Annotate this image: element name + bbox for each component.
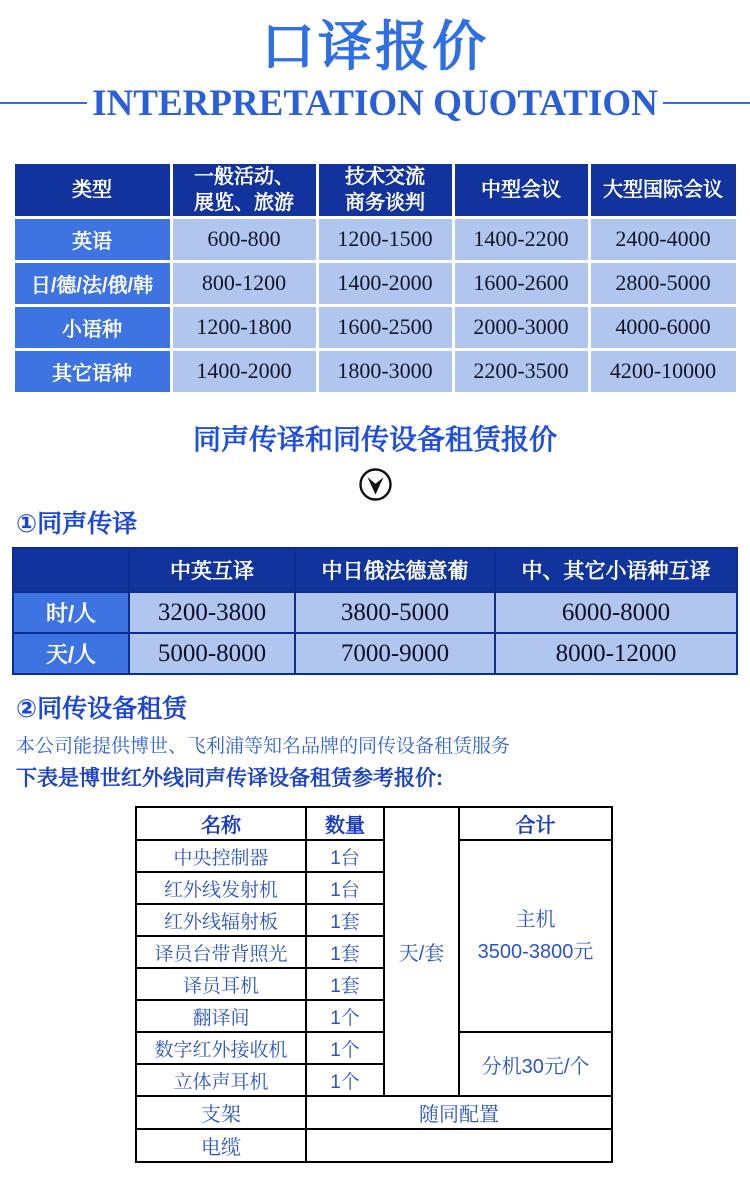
footer-value-cell: 随同配置 <box>306 1096 612 1129</box>
header-cell: 合计 <box>459 807 612 840</box>
price-cell: 1400-2200 <box>453 217 589 261</box>
table-row <box>136 1032 612 1064</box>
row-label-cell: 时/人 <box>13 592 129 633</box>
header-label: 类型 <box>72 178 112 201</box>
section-label-simultaneous: ①同声传译 <box>16 509 138 538</box>
header-cell: 中日俄法德意葡 <box>295 548 495 592</box>
item-qty-cell: 1套 <box>306 968 384 1000</box>
header-label: 商务谈判 <box>345 191 425 214</box>
price-cell: 1800-3000 <box>317 349 453 393</box>
equipment-rental-table <box>135 806 613 1163</box>
price-cell: 1600-2500 <box>317 305 453 349</box>
header-cell <box>589 162 737 217</box>
equipment-table-caption: 下表是博世红外线同声传译设备租赁参考报价: <box>16 767 443 791</box>
table-row <box>136 840 612 872</box>
price-cell: 4200-10000 <box>589 349 737 393</box>
header-cell <box>13 162 171 217</box>
item-name-cell: 支架 <box>136 1096 306 1129</box>
item-qty-cell: 1个 <box>306 1000 384 1032</box>
price-cell: 1200-1500 <box>317 217 453 261</box>
table-header-row <box>136 807 612 840</box>
header-cell: 中英互译 <box>129 548 295 592</box>
total-main-line1: 主机 <box>515 909 556 932</box>
page-subtitle: INTERPRETATION QUOTATION <box>92 82 658 124</box>
price-cell: 1400-2000 <box>171 349 317 393</box>
table-row <box>136 1129 612 1162</box>
row-label-cell: 天/人 <box>13 633 129 674</box>
price-cell: 3800-5000 <box>295 592 495 633</box>
section-label-equipment: ②同传设备租赁 <box>16 695 188 723</box>
header-cell <box>317 162 453 217</box>
footer-value-cell <box>306 1129 612 1162</box>
arrow-row <box>0 466 750 504</box>
item-name-cell: 译员台带背照光 <box>136 936 306 968</box>
equipment-description: 本公司能提供博世、飞利浦等知名品牌的同传设备租赁服务 <box>16 735 511 757</box>
item-qty-cell: 1台 <box>306 840 384 872</box>
simultaneous-price-table <box>12 547 738 675</box>
price-cell: 6000-8000 <box>495 592 737 633</box>
row-label-cell: 其它语种 <box>13 349 171 393</box>
header-label: 大型国际会议 <box>603 178 723 201</box>
table-row <box>13 592 737 633</box>
item-name-cell: 中央控制器 <box>136 840 306 872</box>
price-cell: 5000-8000 <box>129 633 295 674</box>
subtitle-rule-left <box>0 102 87 104</box>
table-header-row <box>13 162 737 217</box>
item-qty-cell: 1个 <box>306 1064 384 1096</box>
item-name-cell: 红外线辐射板 <box>136 904 306 936</box>
price-cell: 7000-9000 <box>295 633 495 674</box>
item-name-cell: 立体声耳机 <box>136 1064 306 1096</box>
item-name-cell: 红外线发射机 <box>136 872 306 904</box>
item-qty-cell: 1个 <box>306 1032 384 1064</box>
table-row <box>13 633 737 674</box>
table-header-row <box>13 548 737 592</box>
subtitle-rule-right <box>663 102 750 104</box>
header-label: 中型会议 <box>481 178 561 201</box>
total-sub-cell: 分机30元/个 <box>459 1032 612 1096</box>
row-label-cell: 日/德/法/俄/韩 <box>13 261 171 305</box>
price-cell: 4000-6000 <box>589 305 737 349</box>
header-cell: 数量 <box>306 807 384 840</box>
table-row <box>13 349 737 393</box>
header-cell <box>171 162 317 217</box>
item-qty-cell: 1套 <box>306 936 384 968</box>
page-title: 口译报价 <box>261 17 489 77</box>
subtitle-row <box>0 82 750 125</box>
price-cell: 600-800 <box>171 217 317 261</box>
corner-cell <box>13 548 129 592</box>
price-cell: 2800-5000 <box>589 261 737 305</box>
table-row <box>13 305 737 349</box>
price-cell: 1600-2600 <box>453 261 589 305</box>
header-cell: 名称 <box>136 807 306 840</box>
header-cell: 中、其它小语种互译 <box>495 548 737 592</box>
header-label: 一般活动、 <box>194 165 294 188</box>
price-cell: 2200-3500 <box>453 349 589 393</box>
total-main-cell <box>459 840 612 1032</box>
header-label: 展览、旅游 <box>194 191 294 214</box>
header-label: 技术交流 <box>345 165 425 188</box>
item-name-cell: 译员耳机 <box>136 968 306 1000</box>
table-row <box>13 261 737 305</box>
item-name-cell: 电缆 <box>136 1129 306 1162</box>
price-cell: 1400-2000 <box>317 261 453 305</box>
item-qty-cell: 1套 <box>306 904 384 936</box>
interpretation-quote-table <box>12 161 739 395</box>
table-row <box>136 1096 612 1129</box>
item-name-cell: 翻译间 <box>136 1000 306 1032</box>
price-cell: 3200-3800 <box>129 592 295 633</box>
table-row <box>13 217 737 261</box>
price-cell: 2400-4000 <box>589 217 737 261</box>
item-name-cell: 数字红外接收机 <box>136 1032 306 1064</box>
price-cell: 800-1200 <box>171 261 317 305</box>
section-heading: 同声传译和同传设备租赁报价 <box>192 423 557 455</box>
price-cell: 1200-1800 <box>171 305 317 349</box>
header-cell <box>453 162 589 217</box>
circled-down-arrow-icon <box>357 466 394 503</box>
row-label-cell: 英语 <box>13 217 171 261</box>
row-label-cell: 小语种 <box>13 305 171 349</box>
price-cell: 8000-12000 <box>495 633 737 674</box>
total-main-line2: 3500-3800元 <box>477 941 594 964</box>
item-qty-cell: 1台 <box>306 872 384 904</box>
price-cell: 2000-3000 <box>453 305 589 349</box>
unit-cell: 天/套 <box>384 807 459 1096</box>
